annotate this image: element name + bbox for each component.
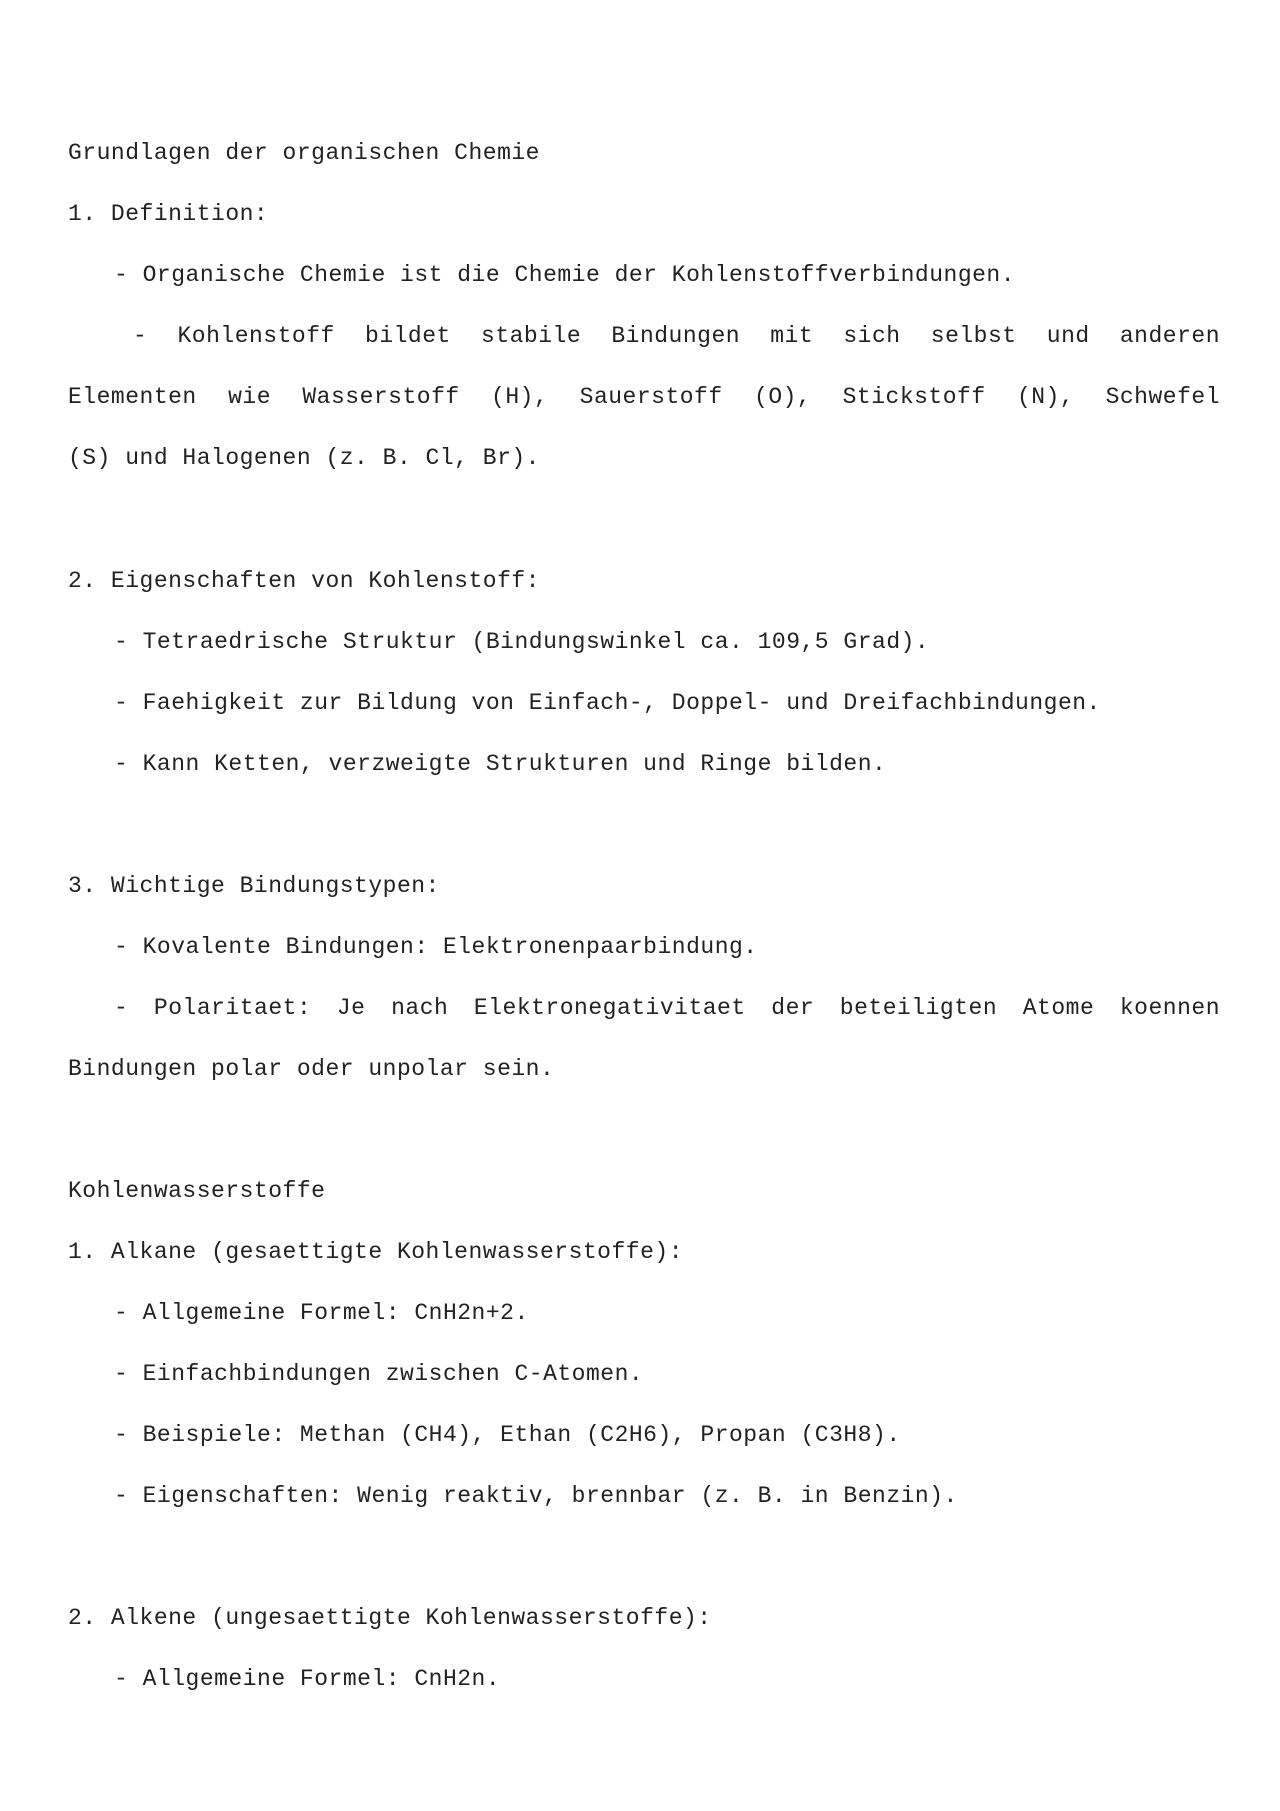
list-item-continuation: Elementen wie Wasserstoff (H), Sauerstoff (O), Stickstoff (N), Schwefel <box>68 384 1220 410</box>
list-item: - Eigenschaften: Wenig reaktiv, brennbar (z. B. in Benzin). <box>114 1483 958 1509</box>
list-item: - Polaritaet: Je nach Elektronegativitaet der beteiligten Atome koennen <box>114 995 1220 1021</box>
section-heading-eigenschaften: 2. Eigenschaften von Kohlenstoff: <box>68 568 540 594</box>
list-item: - Faehigkeit zur Bildung von Einfach-, Doppel- und Dreifachbindungen. <box>114 690 1101 716</box>
section-title-kohlenwasserstoffe: Kohlenwasserstoffe <box>68 1178 326 1204</box>
list-item: - Tetraedrische Struktur (Bindungswinkel ca. 109,5 Grad). <box>114 629 930 655</box>
list-item: - Einfachbindungen zwischen C-Atomen. <box>114 1361 644 1387</box>
list-item: - Organische Chemie ist die Chemie der Kohlenstoffverbindungen. <box>114 262 1016 288</box>
list-item: - Allgemeine Formel: CnH2n. <box>114 1666 501 1692</box>
list-item: - Allgemeine Formel: CnH2n+2. <box>114 1300 529 1326</box>
list-item: - Kohlenstoff bildet stabile Bindungen mit sich selbst und anderen <box>133 323 1220 349</box>
section-heading-definition: 1. Definition: <box>68 201 269 227</box>
list-item: - Kann Ketten, verzweigte Strukturen und Ringe bilden. <box>114 751 887 777</box>
section-heading-alkene: 2. Alkene (ungesaettigte Kohlenwasserstoffe): <box>68 1605 712 1631</box>
page-title: Grundlagen der organischen Chemie <box>68 140 540 166</box>
list-item-continuation: Bindungen polar oder unpolar sein. <box>68 1056 555 1082</box>
list-item-continuation: (S) und Halogenen (z. B. Cl, Br). <box>68 445 540 471</box>
list-item: - Kovalente Bindungen: Elektronenpaarbindung. <box>114 934 758 960</box>
section-heading-bindungstypen: 3. Wichtige Bindungstypen: <box>68 873 440 899</box>
list-item: - Beispiele: Methan (CH4), Ethan (C2H6), Propan (C3H8). <box>114 1422 901 1448</box>
section-heading-alkane: 1. Alkane (gesaettigte Kohlenwasserstoffe): <box>68 1239 683 1265</box>
